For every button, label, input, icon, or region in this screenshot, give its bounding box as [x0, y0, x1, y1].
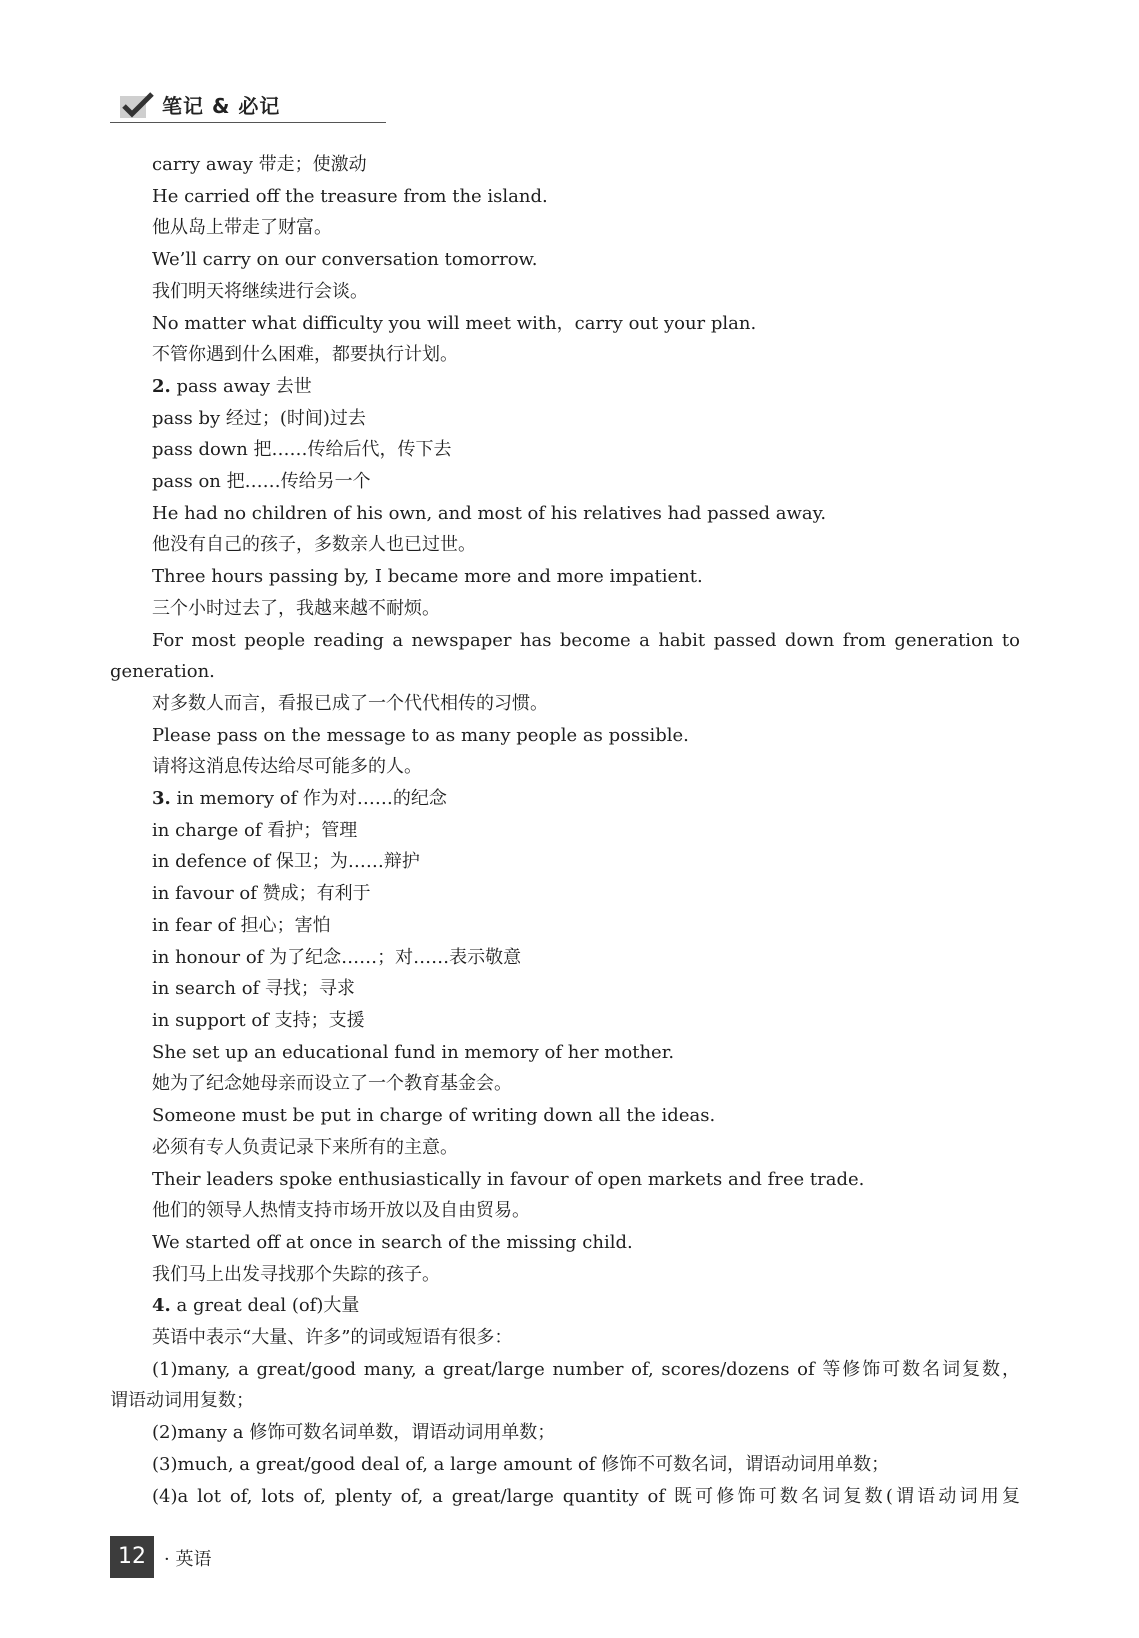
text-line — [110, 593, 1020, 625]
line-text: 三个小时过去了，我越来越不耐烦。 — [152, 597, 440, 619]
text-line — [110, 1322, 1020, 1354]
text-line — [110, 1385, 1020, 1417]
text-line — [110, 1449, 1020, 1481]
line-text: 他没有自己的孩子，多数亲人也已过世。 — [152, 534, 476, 556]
line-text: pass away 去世 — [170, 375, 312, 397]
line-text: a great deal (of)大量 — [170, 1295, 360, 1317]
line-text: in charge of 看护；管理 — [152, 819, 358, 841]
text-line — [110, 1164, 1020, 1196]
line-text: He had no children of his own, and most of his relatives had passed away. — [152, 502, 827, 524]
item-number: 2. — [152, 375, 171, 397]
line-text: in fear of 担心；害怕 — [152, 914, 331, 936]
item-number: 3. — [152, 788, 171, 810]
line-text: in honour of 为了纪念……；对……表示敬意 — [152, 946, 522, 968]
line-text: No matter what difficulty you will meet with，carry out your plan. — [152, 312, 757, 334]
text-line — [110, 625, 1020, 657]
line-text: (2)many a 修饰可数名词单数，谓语动词用单数； — [152, 1422, 556, 1444]
line-text: 她为了纪念她母亲而设立了一个教育基金会。 — [152, 1073, 512, 1095]
line-text: carry away 带走；使激动 — [152, 154, 367, 175]
line-text: We’ll carry on our conversation tomorrow. — [152, 249, 538, 271]
line-text: Someone must be put in charge of writing down all the ideas. — [152, 1105, 716, 1127]
text-line — [110, 942, 1020, 974]
text-line — [110, 1005, 1020, 1037]
text-line — [110, 1037, 1020, 1069]
text-line — [110, 1481, 1020, 1513]
line-text: in search of 寻找；寻求 — [152, 978, 355, 1000]
line-text: 不管你遇到什么困难，都要执行计划。 — [152, 344, 458, 366]
text-line — [110, 339, 1020, 371]
text-line — [110, 688, 1020, 720]
text-line — [110, 783, 1020, 815]
line-text: (4)a lot of, lots of, plenty of, a great/large quantity of 既可修饰可数名词复数(谓语动词用复 — [152, 1485, 1020, 1507]
text-line — [110, 276, 1020, 308]
line-text: 他从岛上带走了财富。 — [152, 217, 332, 239]
text-line — [110, 1290, 1020, 1322]
line-text: 对多数人而言，看报已成了一个代代相传的习惯。 — [152, 692, 548, 714]
text-line — [110, 1100, 1020, 1132]
line-text: in support of 支持；支援 — [152, 1009, 365, 1031]
line-text: generation. — [110, 661, 215, 683]
text-line — [110, 1259, 1020, 1291]
text-line — [110, 1417, 1020, 1449]
text-line — [110, 149, 1020, 181]
line-text: (1)many, a great/good many, a great/large number of, scores/dozens of 等修饰可数名词复数， — [152, 1358, 1020, 1380]
text-line — [110, 561, 1020, 593]
line-text: in memory of 作为对……的纪念 — [170, 788, 447, 810]
text-line — [110, 973, 1020, 1005]
line-text: He carried off the treasure from the island. — [152, 185, 548, 207]
header-title: 笔记 & 必记 — [162, 94, 281, 118]
text-line — [110, 434, 1020, 466]
line-text: Please pass on the message to as many people as possible. — [152, 724, 689, 746]
header-rule — [110, 122, 386, 123]
checkmark-logo-icon — [120, 92, 154, 120]
line-text: 谓语动词用复数； — [110, 1390, 254, 1412]
line-text: 他们的领导人热情支持市场开放以及自由贸易。 — [152, 1200, 530, 1222]
page-content — [110, 149, 1020, 1512]
text-line — [110, 751, 1020, 783]
line-text: (3)much, a great/good deal of, a large amount of 修饰不可数名词，谓语动词用单数； — [152, 1453, 890, 1475]
text-line — [110, 1068, 1020, 1100]
text-line — [110, 498, 1020, 530]
text-line — [110, 910, 1020, 942]
text-line — [110, 244, 1020, 276]
subject-label: · 英语 — [164, 1549, 212, 1570]
text-line — [110, 181, 1020, 213]
text-line — [110, 1195, 1020, 1227]
page-number: 12 — [110, 1536, 154, 1578]
text-line — [110, 1227, 1020, 1259]
line-text: 英语中表示“大量、许多”的词或短语有很多： — [152, 1327, 513, 1349]
text-line — [110, 878, 1020, 910]
line-text: in favour of 赞成；有利于 — [152, 883, 371, 905]
text-line — [110, 466, 1020, 498]
line-text: 请将这消息传达给尽可能多的人。 — [152, 756, 422, 778]
line-text: 我们明天将继续进行会谈。 — [152, 280, 368, 302]
line-text: Three hours passing by, I became more and more impatient. — [152, 566, 703, 588]
line-text: 必须有专人负责记录下来所有的主意。 — [152, 1136, 458, 1158]
text-line — [110, 656, 1020, 688]
line-text: pass by 经过；(时间)过去 — [152, 407, 366, 429]
line-text: For most people reading a newspaper has become a habit passed down from generation to — [152, 629, 1020, 651]
text-line — [110, 1354, 1020, 1386]
line-text: 我们马上出发寻找那个失踪的孩子。 — [152, 1263, 440, 1285]
text-line — [110, 529, 1020, 561]
text-line — [110, 815, 1020, 847]
line-text: pass down 把……传给后代，传下去 — [152, 439, 452, 461]
text-line — [110, 720, 1020, 752]
text-line — [110, 846, 1020, 878]
line-text: pass on 把……传给另一个 — [152, 471, 371, 493]
text-line — [110, 1132, 1020, 1164]
text-line — [110, 212, 1020, 244]
page-header — [110, 88, 386, 124]
text-line — [110, 403, 1020, 435]
line-text: Their leaders spoke enthusiastically in favour of open markets and free trade. — [152, 1168, 865, 1190]
text-line — [110, 371, 1020, 403]
line-text: She set up an educational fund in memory of her mother. — [152, 1041, 675, 1063]
item-number: 4. — [152, 1295, 171, 1317]
text-line — [110, 308, 1020, 340]
line-text: in defence of 保卫；为……辩护 — [152, 851, 420, 873]
line-text: We started off at once in search of the missing child. — [152, 1231, 633, 1253]
